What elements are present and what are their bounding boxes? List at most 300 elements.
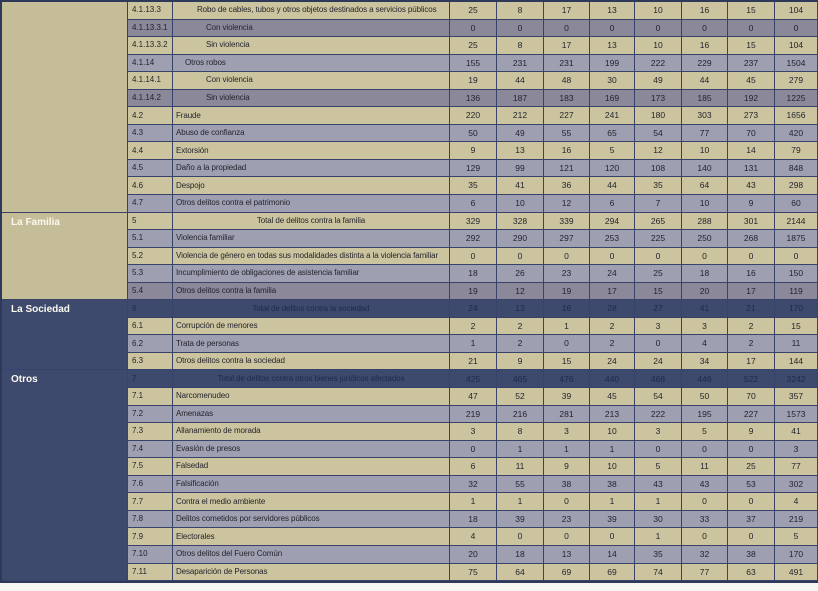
- value-cell: 17: [728, 283, 775, 301]
- value-cell: 41: [775, 423, 818, 441]
- value-cell: 2: [450, 318, 497, 336]
- value-cell: 77: [775, 458, 818, 476]
- value-cell: 35: [450, 177, 497, 195]
- row-description-cell: Contra el medio ambiente: [173, 493, 450, 511]
- value-cell: 0: [682, 248, 728, 266]
- value-cell: 250: [682, 230, 728, 248]
- row-code-cell: 6: [128, 300, 173, 318]
- value-cell: 227: [544, 107, 590, 125]
- value-cell: 17: [544, 37, 590, 55]
- value-cell: 0: [497, 528, 544, 546]
- value-cell: 38: [590, 476, 635, 494]
- value-cell: 53: [728, 476, 775, 494]
- value-cell: 1: [590, 493, 635, 511]
- value-cell: 38: [544, 476, 590, 494]
- value-cell: 43: [635, 476, 682, 494]
- value-cell: 446: [682, 370, 728, 388]
- value-cell: 24: [450, 300, 497, 318]
- value-cell: 227: [728, 406, 775, 424]
- value-cell: 20: [450, 546, 497, 564]
- value-cell: 14: [728, 142, 775, 160]
- value-cell: 6: [590, 195, 635, 213]
- value-cell: 12: [635, 142, 682, 160]
- row-code-cell: 4.1.13.3.1: [128, 20, 173, 38]
- value-cell: 0: [544, 335, 590, 353]
- value-cell: 302: [775, 476, 818, 494]
- row-code-cell: 4.1.14: [128, 55, 173, 73]
- row-code-cell: 5.2: [128, 248, 173, 266]
- row-description-cell: Con violencia: [173, 72, 450, 90]
- value-cell: 17: [590, 283, 635, 301]
- row-description-cell: Incumplimiento de obligaciones de asistencia familiar: [173, 265, 450, 283]
- value-cell: 8: [497, 423, 544, 441]
- value-cell: 288: [682, 213, 728, 231]
- value-cell: 281: [544, 406, 590, 424]
- row-code-cell: 4.1.14.2: [128, 90, 173, 108]
- value-cell: 24: [635, 353, 682, 371]
- value-cell: 4: [775, 493, 818, 511]
- value-cell: 12: [497, 283, 544, 301]
- row-code-cell: 6.1: [128, 318, 173, 336]
- row-code-cell: 4.6: [128, 177, 173, 195]
- value-cell: 0: [728, 20, 775, 38]
- value-cell: 222: [635, 55, 682, 73]
- row-code-cell: 4.1.14.1: [128, 72, 173, 90]
- value-cell: 25: [450, 37, 497, 55]
- row-code-cell: 4.2: [128, 107, 173, 125]
- value-cell: 10: [635, 37, 682, 55]
- row-description-cell: Violencia familiar: [173, 230, 450, 248]
- value-cell: 108: [635, 160, 682, 178]
- value-cell: 10: [590, 458, 635, 476]
- value-cell: 420: [775, 125, 818, 143]
- value-cell: 1: [544, 441, 590, 459]
- value-cell: 216: [497, 406, 544, 424]
- value-cell: 10: [590, 423, 635, 441]
- value-cell: 0: [544, 20, 590, 38]
- value-cell: 69: [590, 564, 635, 582]
- value-cell: 0: [544, 528, 590, 546]
- value-cell: 64: [682, 177, 728, 195]
- value-cell: 5: [635, 458, 682, 476]
- value-cell: 15: [635, 283, 682, 301]
- value-cell: 241: [590, 107, 635, 125]
- value-cell: 16: [682, 2, 728, 20]
- value-cell: 1225: [775, 90, 818, 108]
- value-cell: 8: [497, 2, 544, 20]
- value-cell: 339: [544, 213, 590, 231]
- value-cell: 70: [728, 388, 775, 406]
- value-cell: 2: [497, 318, 544, 336]
- value-cell: 49: [497, 125, 544, 143]
- row-code-cell: 7.1: [128, 388, 173, 406]
- value-cell: 16: [728, 265, 775, 283]
- value-cell: 9: [544, 458, 590, 476]
- row-code-cell: 5: [128, 213, 173, 231]
- value-cell: 11: [682, 458, 728, 476]
- value-cell: 23: [544, 265, 590, 283]
- value-cell: 183: [544, 90, 590, 108]
- value-cell: 63: [728, 564, 775, 582]
- value-cell: 192: [728, 90, 775, 108]
- value-cell: 6: [450, 458, 497, 476]
- value-cell: 173: [635, 90, 682, 108]
- value-cell: 185: [682, 90, 728, 108]
- row-description-cell: Otros robos: [173, 55, 450, 73]
- value-cell: 47: [450, 388, 497, 406]
- value-cell: 70: [728, 125, 775, 143]
- value-cell: 292: [450, 230, 497, 248]
- value-cell: 0: [728, 528, 775, 546]
- value-cell: 220: [450, 107, 497, 125]
- value-cell: 8: [497, 37, 544, 55]
- value-cell: 35: [635, 177, 682, 195]
- value-cell: 1875: [775, 230, 818, 248]
- row-code-cell: 5.1: [128, 230, 173, 248]
- row-description-cell: Sin violencia: [173, 37, 450, 55]
- value-cell: 38: [728, 546, 775, 564]
- row-description-cell: Evasión de presos: [173, 441, 450, 459]
- value-cell: 0: [728, 493, 775, 511]
- row-description-cell: Amenazas: [173, 406, 450, 424]
- value-cell: 0: [635, 20, 682, 38]
- value-cell: 425: [450, 370, 497, 388]
- value-cell: 290: [497, 230, 544, 248]
- value-cell: 253: [590, 230, 635, 248]
- row-code-cell: 5.3: [128, 265, 173, 283]
- value-cell: 36: [544, 177, 590, 195]
- row-description-cell: Electorales: [173, 528, 450, 546]
- value-cell: 329: [450, 213, 497, 231]
- value-cell: 13: [497, 142, 544, 160]
- row-description-cell: Total de delitos contra la sociedad: [173, 300, 450, 318]
- value-cell: 268: [728, 230, 775, 248]
- value-cell: 0: [590, 20, 635, 38]
- value-cell: 64: [497, 564, 544, 582]
- value-cell: 3: [635, 423, 682, 441]
- value-cell: 0: [544, 248, 590, 266]
- row-description-cell: Extorsión: [173, 142, 450, 160]
- value-cell: 12: [544, 195, 590, 213]
- value-cell: 1: [544, 318, 590, 336]
- value-cell: 476: [544, 370, 590, 388]
- value-cell: 48: [544, 72, 590, 90]
- value-cell: 32: [682, 546, 728, 564]
- row-code-cell: 7: [128, 370, 173, 388]
- value-cell: 43: [728, 177, 775, 195]
- row-description-cell: Otros delitos contra la familia: [173, 283, 450, 301]
- value-cell: 3: [450, 423, 497, 441]
- value-cell: 0: [775, 248, 818, 266]
- value-cell: 294: [590, 213, 635, 231]
- row-description-cell: Allanamiento de morada: [173, 423, 450, 441]
- value-cell: 34: [682, 353, 728, 371]
- value-cell: 25: [450, 2, 497, 20]
- value-cell: 44: [497, 72, 544, 90]
- value-cell: 0: [682, 528, 728, 546]
- value-cell: 131: [728, 160, 775, 178]
- value-cell: 75: [450, 564, 497, 582]
- value-cell: 77: [682, 564, 728, 582]
- value-cell: 155: [450, 55, 497, 73]
- value-cell: 77: [682, 125, 728, 143]
- value-cell: 0: [450, 441, 497, 459]
- value-cell: 30: [590, 72, 635, 90]
- value-cell: 65: [590, 125, 635, 143]
- value-cell: 21: [450, 353, 497, 371]
- value-cell: 13: [544, 546, 590, 564]
- value-cell: 10: [682, 142, 728, 160]
- value-cell: 328: [497, 213, 544, 231]
- value-cell: 187: [497, 90, 544, 108]
- value-cell: 5: [682, 423, 728, 441]
- value-cell: 1504: [775, 55, 818, 73]
- value-cell: 23: [544, 511, 590, 529]
- value-cell: 170: [775, 300, 818, 318]
- value-cell: 13: [590, 2, 635, 20]
- value-cell: 136: [450, 90, 497, 108]
- value-cell: 0: [635, 441, 682, 459]
- row-code-cell: 4.7: [128, 195, 173, 213]
- value-cell: 199: [590, 55, 635, 73]
- value-cell: 99: [497, 160, 544, 178]
- value-cell: 0: [682, 493, 728, 511]
- row-code-cell: 4.1.13.3.2: [128, 37, 173, 55]
- value-cell: 3: [635, 318, 682, 336]
- row-code-cell: 7.6: [128, 476, 173, 494]
- value-cell: 265: [635, 213, 682, 231]
- value-cell: 219: [775, 511, 818, 529]
- row-description-cell: Corrupción de menores: [173, 318, 450, 336]
- value-cell: 279: [775, 72, 818, 90]
- value-cell: 229: [682, 55, 728, 73]
- value-cell: 16: [682, 37, 728, 55]
- row-code-cell: 6.3: [128, 353, 173, 371]
- value-cell: 19: [450, 72, 497, 90]
- value-cell: 0: [728, 248, 775, 266]
- value-cell: 26: [497, 265, 544, 283]
- row-code-cell: 5.4: [128, 283, 173, 301]
- value-cell: 1: [450, 493, 497, 511]
- value-cell: 225: [635, 230, 682, 248]
- value-cell: 219: [450, 406, 497, 424]
- value-cell: 465: [497, 370, 544, 388]
- value-cell: 55: [544, 125, 590, 143]
- row-code-cell: 7.3: [128, 423, 173, 441]
- value-cell: 301: [728, 213, 775, 231]
- value-cell: 18: [450, 511, 497, 529]
- row-code-cell: 7.10: [128, 546, 173, 564]
- value-cell: 170: [775, 546, 818, 564]
- value-cell: 222: [635, 406, 682, 424]
- value-cell: 39: [590, 511, 635, 529]
- value-cell: 231: [544, 55, 590, 73]
- value-cell: 6: [450, 195, 497, 213]
- value-cell: 50: [450, 125, 497, 143]
- value-cell: 1: [590, 441, 635, 459]
- value-cell: 0: [497, 20, 544, 38]
- value-cell: 237: [728, 55, 775, 73]
- row-code-cell: 7.8: [128, 511, 173, 529]
- value-cell: 1: [497, 441, 544, 459]
- value-cell: 0: [728, 441, 775, 459]
- value-cell: 17: [544, 2, 590, 20]
- row-description-cell: Desaparición de Personas: [173, 564, 450, 582]
- row-code-cell: 7.11: [128, 564, 173, 582]
- value-cell: 27: [635, 300, 682, 318]
- value-cell: 2: [497, 335, 544, 353]
- value-cell: 30: [635, 511, 682, 529]
- value-cell: 45: [590, 388, 635, 406]
- value-cell: 169: [590, 90, 635, 108]
- value-cell: 54: [635, 388, 682, 406]
- group-cell: [2, 370, 128, 581]
- value-cell: 15: [728, 37, 775, 55]
- value-cell: 69: [544, 564, 590, 582]
- value-cell: 15: [728, 2, 775, 20]
- group-cell: [2, 300, 128, 370]
- value-cell: 1573: [775, 406, 818, 424]
- value-cell: 1: [635, 528, 682, 546]
- value-cell: 50: [682, 388, 728, 406]
- row-description-cell: Otros delitos del Fuero Común: [173, 546, 450, 564]
- value-cell: 14: [590, 546, 635, 564]
- row-description-cell: Total de delitos contra otros bienes jurídicos afectados: [173, 370, 450, 388]
- value-cell: 24: [590, 265, 635, 283]
- value-cell: 21: [728, 300, 775, 318]
- value-cell: 273: [728, 107, 775, 125]
- value-cell: 15: [544, 353, 590, 371]
- row-description-cell: Fraude: [173, 107, 450, 125]
- value-cell: 0: [450, 20, 497, 38]
- row-description-cell: Daño a la propiedad: [173, 160, 450, 178]
- value-cell: 33: [682, 511, 728, 529]
- row-description-cell: Robo de cables, tubos y otros objetos destinados a servicios públicos: [173, 2, 450, 20]
- value-cell: 54: [635, 125, 682, 143]
- value-cell: 468: [635, 370, 682, 388]
- value-cell: 0: [775, 20, 818, 38]
- value-cell: 17: [728, 353, 775, 371]
- value-cell: 0: [635, 335, 682, 353]
- value-cell: 1: [450, 335, 497, 353]
- value-cell: 44: [590, 177, 635, 195]
- value-cell: 45: [728, 72, 775, 90]
- value-cell: 32: [450, 476, 497, 494]
- value-cell: 9: [450, 142, 497, 160]
- value-cell: 0: [682, 20, 728, 38]
- value-cell: 24: [590, 353, 635, 371]
- value-cell: 298: [775, 177, 818, 195]
- value-cell: 303: [682, 107, 728, 125]
- row-code-cell: 4.1.13.3: [128, 2, 173, 20]
- value-cell: 7: [635, 195, 682, 213]
- row-code-cell: 7.2: [128, 406, 173, 424]
- group-label: Otros: [11, 374, 38, 386]
- row-description-cell: Con violencia: [173, 20, 450, 38]
- value-cell: 1656: [775, 107, 818, 125]
- value-cell: 119: [775, 283, 818, 301]
- value-cell: 10: [497, 195, 544, 213]
- value-cell: 4: [450, 528, 497, 546]
- value-cell: 55: [497, 476, 544, 494]
- row-description-cell: Violencia de género en todas sus modalidades distinta a la violencia familiar: [173, 248, 450, 266]
- value-cell: 43: [682, 476, 728, 494]
- value-cell: 195: [682, 406, 728, 424]
- value-cell: 11: [775, 335, 818, 353]
- value-cell: 10: [635, 2, 682, 20]
- value-cell: 19: [450, 283, 497, 301]
- value-cell: 37: [728, 511, 775, 529]
- value-cell: 848: [775, 160, 818, 178]
- value-cell: 18: [682, 265, 728, 283]
- row-description-cell: Falsedad: [173, 458, 450, 476]
- value-cell: 2144: [775, 213, 818, 231]
- value-cell: 2: [590, 318, 635, 336]
- row-code-cell: 4.4: [128, 142, 173, 160]
- value-cell: 9: [728, 423, 775, 441]
- row-code-cell: 4.5: [128, 160, 173, 178]
- value-cell: 1: [635, 493, 682, 511]
- value-cell: 231: [497, 55, 544, 73]
- value-cell: 140: [682, 160, 728, 178]
- value-cell: 25: [728, 458, 775, 476]
- value-cell: 35: [635, 546, 682, 564]
- value-cell: 180: [635, 107, 682, 125]
- group-label: La Sociedad: [11, 304, 70, 316]
- value-cell: 121: [544, 160, 590, 178]
- row-description-cell: Trata de personas: [173, 335, 450, 353]
- value-cell: 0: [590, 248, 635, 266]
- row-code-cell: 6.2: [128, 335, 173, 353]
- value-cell: 522: [728, 370, 775, 388]
- row-description-cell: Total de delitos contra la familia: [173, 213, 450, 231]
- value-cell: 357: [775, 388, 818, 406]
- value-cell: 491: [775, 564, 818, 582]
- row-description-cell: Otros delitos contra el patrimonio: [173, 195, 450, 213]
- value-cell: 440: [590, 370, 635, 388]
- value-cell: 39: [544, 388, 590, 406]
- value-cell: 3: [775, 441, 818, 459]
- row-code-cell: 7.9: [128, 528, 173, 546]
- value-cell: 1: [497, 493, 544, 511]
- row-description-cell: Narcomenudeo: [173, 388, 450, 406]
- value-cell: 212: [497, 107, 544, 125]
- value-cell: 39: [497, 511, 544, 529]
- row-code-cell: 7.5: [128, 458, 173, 476]
- value-cell: 25: [635, 265, 682, 283]
- value-cell: 3242: [775, 370, 818, 388]
- row-description-cell: Delitos cometidos por servidores públicos: [173, 511, 450, 529]
- value-cell: 150: [775, 265, 818, 283]
- value-cell: 18: [450, 265, 497, 283]
- value-cell: 0: [497, 248, 544, 266]
- value-cell: 297: [544, 230, 590, 248]
- value-cell: 144: [775, 353, 818, 371]
- value-cell: 9: [728, 195, 775, 213]
- value-cell: 28: [590, 300, 635, 318]
- value-cell: 0: [590, 528, 635, 546]
- value-cell: 16: [544, 142, 590, 160]
- value-cell: 5: [590, 142, 635, 160]
- value-cell: 0: [635, 248, 682, 266]
- row-description-cell: Otros delitos contra la sociedad: [173, 353, 450, 371]
- value-cell: 9: [497, 353, 544, 371]
- value-cell: 0: [450, 248, 497, 266]
- value-cell: 19: [544, 283, 590, 301]
- value-cell: 11: [497, 458, 544, 476]
- value-cell: 52: [497, 388, 544, 406]
- value-cell: 2: [728, 318, 775, 336]
